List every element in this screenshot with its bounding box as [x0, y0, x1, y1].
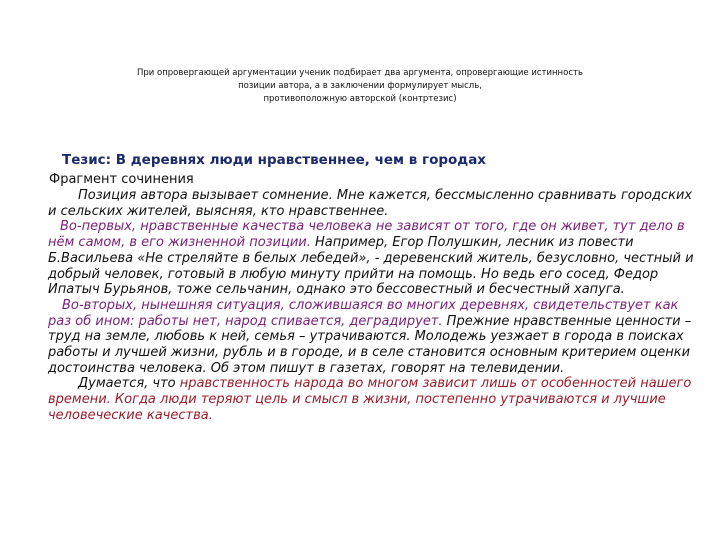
essay-paragraph-3: [48, 298, 694, 377]
essay-paragraph-2: [48, 219, 694, 298]
paragraph-text: Например, Егор Полушкин, лесник из повести Б.Васильева «Не стреляйте в белых лебедей», - деревенский житель, безусловно, честный и добрый человек, готовый в любую минуту прийти на помощь. Но ведь его сосед, Федор Ипатыч Бурьянов, тоже сельчанин, однако это бессовестный и бесчестный хапуга.: [48, 235, 694, 298]
argument-1-highlight: Во-первых, нравственные качества человека не зависят от того, где он живет, тут дело в нём самом, в его жизненной позиции.: [48, 219, 685, 251]
header-line: противоположную авторской (контртезис): [263, 94, 457, 104]
counter-thesis-highlight: нравственность народа во многом зависит лишь от особенностей нашего времени. Когда люди теряют цель и смысл в жизни, постепенно утрачиваются и лучшие человеческие качества.: [48, 376, 692, 423]
fragment-label: Фрагмент сочинения: [49, 172, 194, 187]
header-line: позиции автора, а в заключении формулирует мысль,: [238, 81, 482, 91]
paragraph-text: Прежние нравственные ценности – труд на земле, любовь к ней, семья – утрачиваются. Молодежь уезжает в города в поисках работы и лучшей жизни, рубль и в городе, и в селе становится основным критерием оценки достоинства человека. Об этом пишут в газетах, говорят на телевидении.: [48, 313, 692, 376]
essay-paragraph-1: [48, 188, 694, 219]
argument-2-highlight: Во-вторых, нынешняя ситуация, сложившаяся во многих деревнях, свидетельствует как раз об ином: работы нет, народ спивается, деградирует.: [48, 297, 679, 329]
essay-paragraph-4: [48, 376, 694, 423]
essay-body: [48, 188, 694, 424]
slide-header: [100, 67, 620, 106]
thesis-heading: Тезис: В деревнях люди нравственнее, чем в городах: [62, 152, 487, 168]
paragraph-text: Думается, что: [78, 376, 180, 392]
paragraph-text: Позиция автора вызывает сомнение. Мне кажется, бессмысленно сравнивать городских и сельских жителей, выясняя, кто нравственнее.: [48, 188, 693, 219]
header-line: При опровергающей аргументации ученик подбирает два аргумента, опровергающие истинность: [137, 68, 583, 78]
